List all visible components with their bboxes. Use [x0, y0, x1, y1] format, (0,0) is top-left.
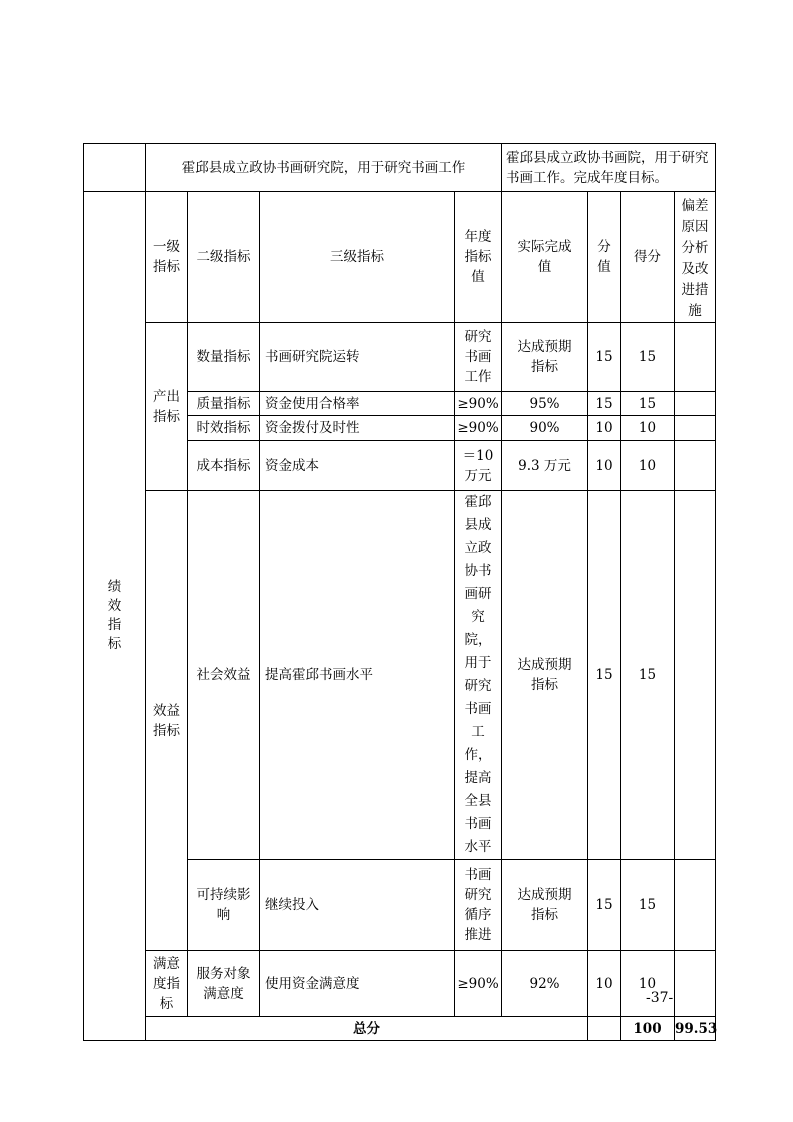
header-level1: 一级指标	[146, 192, 188, 323]
target-cell: 研究书画工作	[455, 323, 502, 392]
level3-cell: 资金使用合格率	[260, 392, 455, 416]
total-actual-cell	[588, 1017, 621, 1041]
level2-cell: 社会效益	[188, 491, 260, 860]
target-cell: ≥90%	[455, 416, 502, 441]
goal-planned: 霍邱县成立政协书画研究院，用于研究书画工作	[146, 144, 502, 192]
reason-cell	[675, 441, 716, 491]
actual-cell: 达成预期指标	[502, 860, 588, 951]
actual-cell: 达成预期指标	[502, 323, 588, 392]
total-score: 99.53	[675, 1017, 716, 1041]
actual-cell: 达成预期指标	[502, 491, 588, 860]
weight-cell: 15	[588, 392, 621, 416]
score-cell: 15	[621, 860, 675, 951]
group-output: 产出指标	[146, 323, 188, 491]
total-label: 总分	[146, 1017, 588, 1041]
goal-label-cell	[84, 144, 146, 192]
reason-cell	[675, 323, 716, 392]
target-cell: ≥90%	[455, 951, 502, 1017]
table-row	[84, 951, 716, 1017]
level3-cell: 继续投入	[260, 860, 455, 951]
total-row	[84, 1017, 716, 1041]
score-cell: 15	[621, 392, 675, 416]
weight-cell: 10	[588, 951, 621, 1017]
weight-cell: 10	[588, 441, 621, 491]
score-cell: 10	[621, 416, 675, 441]
actual-cell: 90%	[502, 416, 588, 441]
actual-cell: 92%	[502, 951, 588, 1017]
target-cell: 书画研究循序推进	[455, 860, 502, 951]
level2-cell: 成本指标	[188, 441, 260, 491]
goal-actual: 霍邱县成立政协书画院，用于研究书画工作。完成年度目标。	[502, 144, 716, 192]
header-weight: 分值	[588, 192, 621, 323]
target-cell: ＝10万元	[455, 441, 502, 491]
reason-cell	[675, 860, 716, 951]
level2-cell: 时效指标	[188, 416, 260, 441]
table-row	[84, 323, 716, 392]
goal-row	[84, 144, 716, 192]
table-row	[84, 491, 716, 860]
weight-cell: 15	[588, 323, 621, 392]
section-label: 绩效指标	[84, 192, 146, 1041]
level2-cell: 可持续影响	[188, 860, 260, 951]
group-satisfaction: 满意度指标	[146, 951, 188, 1017]
header-score: 得分	[621, 192, 675, 323]
header-actual: 实际完成值	[502, 192, 588, 323]
actual-cell: 9.3 万元	[502, 441, 588, 491]
level3-cell: 资金拨付及时性	[260, 416, 455, 441]
actual-cell: 95%	[502, 392, 588, 416]
score-cell: 15	[621, 323, 675, 392]
header-level2: 二级指标	[188, 192, 260, 323]
score-cell: 10	[621, 951, 675, 1017]
reason-cell	[675, 951, 716, 1017]
level3-cell: 资金成本	[260, 441, 455, 491]
header-target: 年度指标值	[455, 192, 502, 323]
score-cell: 10	[621, 441, 675, 491]
level2-cell: 服务对象满意度	[188, 951, 260, 1017]
header-level3: 三级指标	[260, 192, 455, 323]
group-benefit: 效益指标	[146, 491, 188, 951]
level3-cell: 书画研究院运转	[260, 323, 455, 392]
level2-cell: 数量指标	[188, 323, 260, 392]
weight-cell: 15	[588, 860, 621, 951]
reason-cell	[675, 491, 716, 860]
level3-cell: 提高霍邱书画水平	[260, 491, 455, 860]
target-cell: ≥90%	[455, 392, 502, 416]
level3-cell: 使用资金满意度	[260, 951, 455, 1017]
target-cell: 霍邱县成立政协书画研究院，用于研究书画工作，提高全县书画水平	[455, 491, 502, 860]
weight-cell: 15	[588, 491, 621, 860]
score-cell: 15	[621, 491, 675, 860]
weight-cell: 10	[588, 416, 621, 441]
header-row	[84, 192, 716, 323]
page-number: -37-	[646, 990, 674, 1006]
level2-cell: 质量指标	[188, 392, 260, 416]
header-reason: 偏差原因分析及改进措施	[675, 192, 716, 323]
reason-cell	[675, 392, 716, 416]
reason-cell	[675, 416, 716, 441]
performance-table	[83, 143, 716, 1041]
total-weight: 100	[621, 1017, 675, 1041]
